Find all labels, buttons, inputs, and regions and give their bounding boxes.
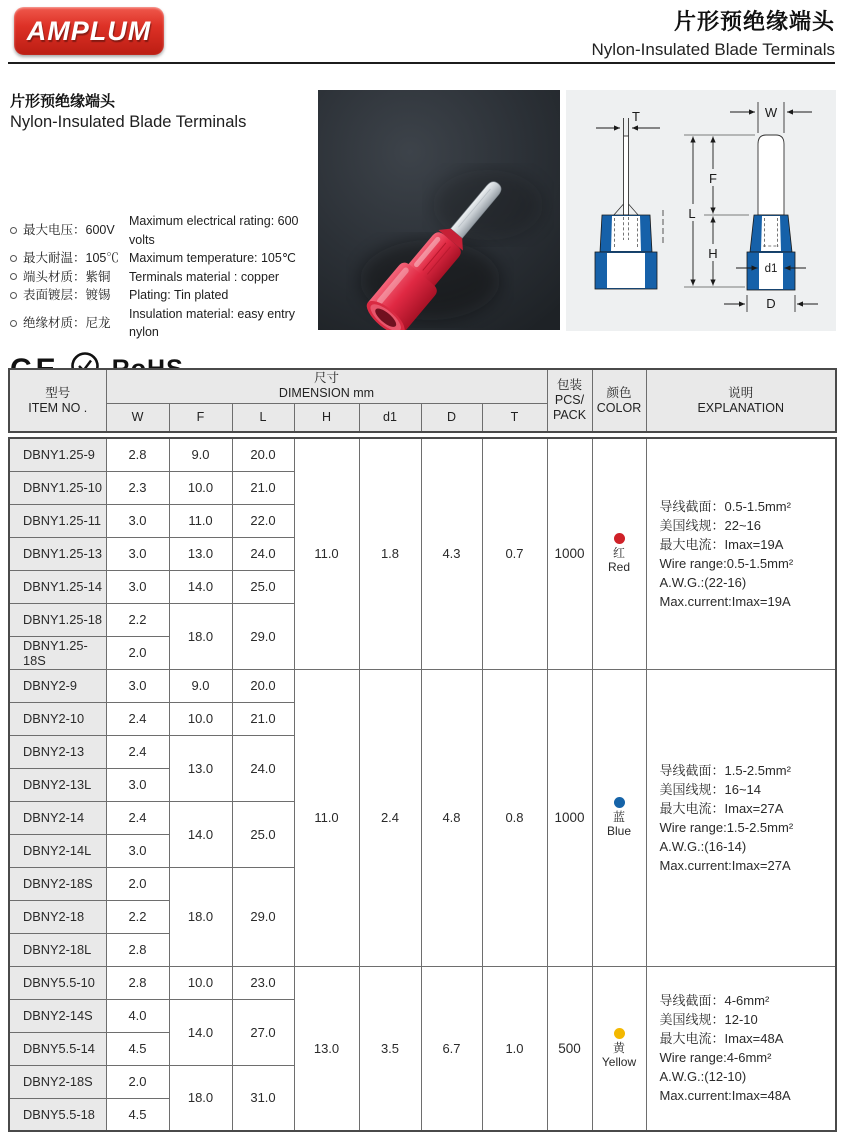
item-no-cell: DBNY1.25-9 — [9, 438, 106, 471]
color-zh: 红 — [612, 546, 625, 561]
w-cell: 2.4 — [106, 801, 169, 834]
color-cell — [592, 966, 646, 1131]
color-en: Red — [607, 560, 630, 575]
w-cell: 2.0 — [106, 636, 169, 669]
item-no-cell: DBNY2-13 — [9, 735, 106, 768]
item-no-cell: DBNY1.25-13 — [9, 537, 106, 570]
spec-table-body — [8, 437, 837, 1132]
spec-list — [10, 212, 312, 342]
color-en: Yellow — [601, 1054, 637, 1069]
table-row — [9, 966, 836, 999]
col-header-explanation: 说明 EXPLANATION — [646, 369, 836, 432]
d-cell: 6.7 — [421, 966, 482, 1131]
dim-label-w: W — [764, 105, 778, 120]
item-no-cell: DBNY2-14 — [9, 801, 106, 834]
table-row — [9, 669, 836, 702]
d1-cell: 1.8 — [359, 438, 421, 669]
item-no-cell: DBNY2-10 — [9, 702, 106, 735]
color-zh: 蓝 — [612, 810, 625, 824]
f-cell: 13.0 — [169, 537, 232, 570]
bullet-icon — [10, 227, 17, 234]
dimension-diagram — [566, 90, 836, 331]
h-cell: 11.0 — [294, 669, 359, 966]
l-cell: 24.0 — [232, 735, 294, 801]
spec-zh: 绝缘材质：尼龙 — [23, 315, 111, 330]
color-en: Blue — [606, 824, 632, 838]
l-cell: 20.0 — [232, 438, 294, 471]
spec-zh: 最大耐温：105℃ — [23, 251, 119, 265]
spec-en: Maximum temperature: 105℃ — [129, 251, 296, 265]
dim-label-f: F — [709, 171, 717, 186]
explanation-cell: 导线截面：0.5-1.5mm² 美国线规：22~16 最大电流：Imax=19A Wire range:0.5-1.5mm² A.W.G.:(22-16) Max.current:Imax=19A — [646, 438, 836, 669]
f-cell: 11.0 — [169, 504, 232, 537]
d1-cell: 2.4 — [359, 669, 421, 966]
spec-zh: 最大电压：600V — [23, 223, 115, 238]
col-header-item-en: ITEM NO . — [28, 400, 88, 415]
l-cell: 20.0 — [232, 669, 294, 702]
color-zh: 黄 — [612, 1040, 625, 1055]
f-cell: 9.0 — [169, 669, 232, 702]
w-cell: 2.0 — [106, 1065, 169, 1098]
spec-zh: 端头材质：紫铜 — [23, 269, 111, 284]
color-dot — [614, 797, 625, 808]
w-cell: 2.2 — [106, 603, 169, 636]
w-cell: 3.0 — [106, 768, 169, 801]
page-title — [592, 5, 835, 60]
f-cell: 10.0 — [169, 471, 232, 504]
l-cell: 22.0 — [232, 504, 294, 537]
col-header-dim-en: DIMENSION mm — [278, 386, 375, 401]
header-divider — [8, 62, 835, 64]
item-no-cell: DBNY2-18L — [9, 933, 106, 966]
l-cell: 25.0 — [232, 570, 294, 603]
color-dot — [614, 1028, 625, 1039]
item-no-cell: DBNY2-18S — [9, 867, 106, 900]
f-cell: 10.0 — [169, 966, 232, 999]
color-cell — [592, 438, 646, 669]
d-cell: 4.8 — [421, 669, 482, 966]
item-no-cell: DBNY1.25-18 — [9, 603, 106, 636]
spec-en: Plating: Tin plated — [129, 288, 229, 302]
w-cell: 4.5 — [106, 1098, 169, 1131]
l-cell: 24.0 — [232, 537, 294, 570]
l-cell: 31.0 — [232, 1065, 294, 1131]
d-cell: 4.3 — [421, 438, 482, 669]
col-header-item-zh: 型号 — [45, 385, 71, 400]
l-cell: 29.0 — [232, 867, 294, 966]
bullet-icon — [10, 292, 17, 299]
spec-row — [10, 305, 312, 342]
item-no-cell: DBNY1.25-18S — [9, 636, 106, 669]
col-header-d1: d1 — [359, 403, 421, 432]
color-dot — [614, 533, 625, 544]
pack-cell: 1000 — [547, 669, 592, 966]
item-no-cell: DBNY1.25-11 — [9, 504, 106, 537]
w-cell: 2.4 — [106, 735, 169, 768]
f-cell: 18.0 — [169, 1065, 232, 1131]
w-cell: 3.0 — [106, 537, 169, 570]
col-header-item — [9, 369, 106, 432]
intro-section — [10, 90, 312, 389]
w-cell: 3.0 — [106, 669, 169, 702]
color-cell — [592, 669, 646, 966]
intro-title-en: Nylon-Insulated Blade Terminals — [10, 113, 247, 131]
l-cell: 21.0 — [232, 702, 294, 735]
col-header-l: L — [232, 403, 294, 432]
spec-row — [10, 249, 312, 268]
f-cell: 18.0 — [169, 867, 232, 966]
dim-label-d1: d1 — [764, 263, 778, 275]
item-no-cell: DBNY2-18S — [9, 1065, 106, 1098]
col-header-d: D — [421, 403, 482, 432]
table-row — [9, 438, 836, 471]
h-cell: 11.0 — [294, 438, 359, 669]
brand-logo — [14, 7, 164, 55]
spec-row — [10, 268, 312, 287]
item-no-cell: DBNY1.25-10 — [9, 471, 106, 504]
w-cell: 2.3 — [106, 471, 169, 504]
l-cell: 21.0 — [232, 471, 294, 504]
item-no-cell: DBNY5.5-10 — [9, 966, 106, 999]
t-cell: 0.7 — [482, 438, 547, 669]
t-cell: 0.8 — [482, 669, 547, 966]
bullet-icon — [10, 320, 17, 327]
spec-en: Insulation material: easy entry nylon — [129, 306, 296, 339]
col-header-color: 颜色 COLOR — [592, 369, 646, 432]
t-cell: 1.0 — [482, 966, 547, 1131]
dim-label-d: D — [766, 296, 776, 311]
col-header-w: W — [106, 403, 169, 432]
spec-en: Terminals material : copper — [129, 269, 280, 284]
page-title-en: Nylon-Insulated Blade Terminals — [591, 40, 835, 59]
col-header-pack: 包装 PCS/ PACK — [547, 369, 592, 432]
item-no-cell: DBNY5.5-14 — [9, 1032, 106, 1065]
spec-row — [10, 286, 312, 305]
explanation-cell: 导线截面：4-6mm² 美国线规：12-10 最大电流：Imax=48A Wire range:4-6mm² A.W.G.:(12-10) Max.current:Imax=48A — [646, 966, 836, 1131]
f-cell: 9.0 — [169, 438, 232, 471]
brand-logo-text: AMPLUM — [26, 15, 152, 46]
item-no-cell: DBNY2-13L — [9, 768, 106, 801]
col-header-h: H — [294, 403, 359, 432]
w-cell: 3.0 — [106, 504, 169, 537]
item-no-cell: DBNY1.25-14 — [9, 570, 106, 603]
f-cell: 14.0 — [169, 999, 232, 1065]
h-cell: 13.0 — [294, 966, 359, 1131]
w-cell: 4.0 — [106, 999, 169, 1032]
dim-label-l: L — [688, 206, 696, 221]
w-cell: 2.0 — [106, 867, 169, 900]
f-cell: 14.0 — [169, 801, 232, 867]
item-no-cell: DBNY2-14L — [9, 834, 106, 867]
l-cell: 29.0 — [232, 603, 294, 669]
col-header-t: T — [482, 403, 547, 432]
spec-row — [10, 212, 312, 249]
f-cell: 14.0 — [169, 570, 232, 603]
item-no-cell: DBNY2-9 — [9, 669, 106, 702]
bullet-icon — [10, 255, 17, 262]
w-cell: 4.5 — [106, 1032, 169, 1065]
col-header-dimension — [106, 369, 547, 403]
f-cell: 13.0 — [169, 735, 232, 801]
w-cell: 2.8 — [106, 966, 169, 999]
item-no-cell: DBNY2-14S — [9, 999, 106, 1032]
w-cell: 2.8 — [106, 438, 169, 471]
spec-zh: 表面镀层：镀锡 — [23, 288, 111, 302]
spec-table — [8, 368, 835, 1132]
w-cell: 2.8 — [106, 933, 169, 966]
l-cell: 25.0 — [232, 801, 294, 867]
col-header-f: F — [169, 403, 232, 432]
dim-label-t: T — [632, 109, 640, 124]
l-cell: 23.0 — [232, 966, 294, 999]
w-cell: 2.4 — [106, 702, 169, 735]
f-cell: 18.0 — [169, 603, 232, 669]
pack-cell: 1000 — [547, 438, 592, 669]
intro-title-zh: 片形预绝缘端头 — [10, 93, 116, 110]
w-cell: 3.0 — [106, 834, 169, 867]
l-cell: 27.0 — [232, 999, 294, 1065]
spec-en: Maximum electrical rating: 600 volts — [129, 214, 299, 247]
bullet-icon — [10, 273, 17, 280]
item-no-cell: DBNY5.5-18 — [9, 1098, 106, 1131]
pack-cell: 500 — [547, 966, 592, 1131]
f-cell: 10.0 — [169, 702, 232, 735]
spec-table-header — [8, 368, 837, 433]
product-photo — [318, 90, 560, 330]
dim-label-h: H — [708, 246, 718, 261]
w-cell: 2.2 — [106, 900, 169, 933]
page-title-zh: 片形预绝缘端头 — [673, 9, 835, 34]
explanation-cell: 导线截面：1.5-2.5mm² 美国线规：16~14 最大电流：Imax=27A Wire range:1.5-2.5mm² A.W.G.:(16-14) Max.current:Imax=27A — [646, 669, 836, 966]
d1-cell: 3.5 — [359, 966, 421, 1131]
item-no-cell: DBNY2-18 — [9, 900, 106, 933]
w-cell: 3.0 — [106, 570, 169, 603]
col-header-dim-zh: 尺寸 — [313, 371, 339, 386]
